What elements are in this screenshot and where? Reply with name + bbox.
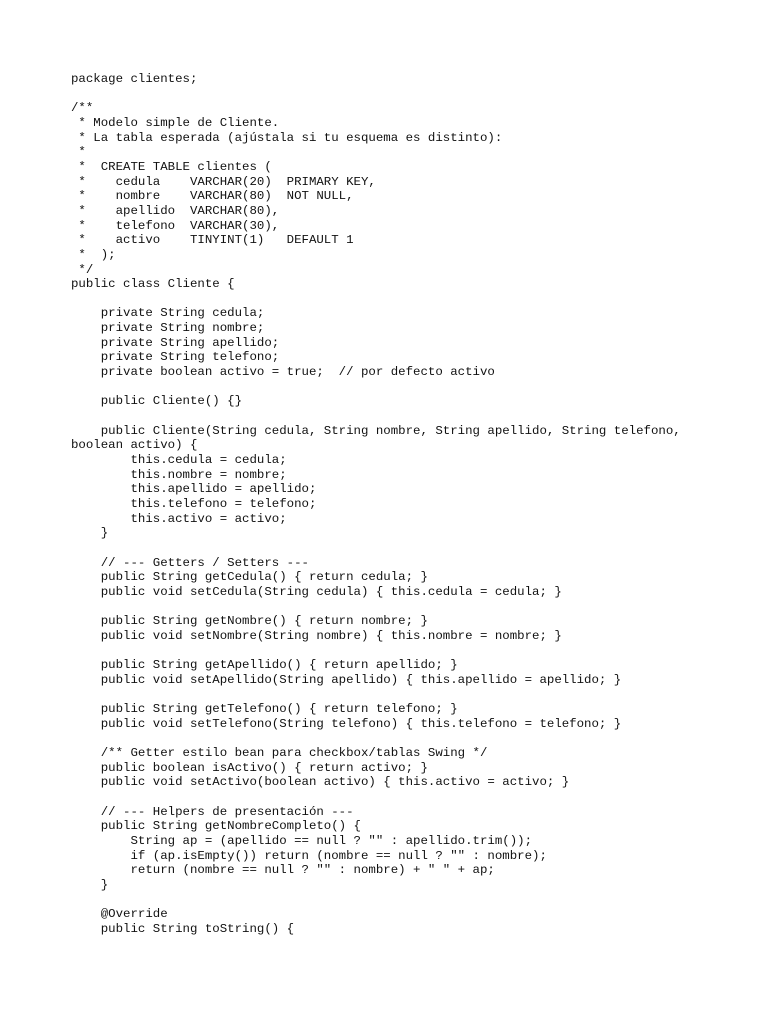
code-line: * Modelo simple de Cliente.: [71, 115, 280, 130]
code-line: public boolean isActivo() { return activo; }: [71, 760, 428, 775]
code-line: }: [71, 526, 109, 541]
code-line: if (ap.isEmpty()) return (nombre == null ? "" : nombre);: [71, 848, 547, 863]
code-line: // --- Getters / Setters ---: [71, 555, 309, 570]
code-line: public String getNombre() { return nombre; }: [71, 614, 428, 629]
code-line: public void setTelefono(String telefono) { this.telefono = telefono; }: [71, 716, 622, 731]
code-line: }: [71, 877, 109, 892]
code-line: *: [71, 145, 86, 160]
code-line: public void setApellido(String apellido) { this.apellido = apellido; }: [71, 672, 622, 687]
code-line: String ap = (apellido == null ? "" : apellido.trim());: [71, 833, 533, 848]
code-block: [71, 72, 711, 937]
code-line: * La tabla esperada (ajústala si tu esquema es distinto):: [71, 130, 503, 145]
code-line: * telefono VARCHAR(30),: [71, 218, 280, 233]
code-line: public String getTelefono() { return telefono; }: [71, 702, 458, 717]
code-line: [71, 380, 711, 395]
code-line: [71, 541, 711, 556]
code-line: public String toString() {: [71, 921, 295, 936]
code-line: * apellido VARCHAR(80),: [71, 203, 280, 218]
code-line: public String getApellido() { return apellido; }: [71, 658, 458, 673]
code-line: * );: [71, 247, 116, 262]
code-line: [71, 790, 711, 805]
code-line: package clientes;: [71, 72, 198, 86]
code-line: [71, 687, 711, 702]
code-line: [71, 292, 711, 307]
code-line: @Override: [71, 907, 168, 922]
code-line: public class Cliente {: [71, 277, 235, 292]
code-line: public Cliente() {}: [71, 394, 243, 409]
code-line: return (nombre == null ? "" : nombre) + " " + ap;: [71, 863, 495, 878]
code-line: */: [71, 262, 94, 277]
code-line: public void setNombre(String nombre) { this.nombre = nombre; }: [71, 628, 562, 643]
code-line: private String nombre;: [71, 321, 265, 336]
code-line: [71, 409, 711, 424]
code-line: /**: [71, 101, 94, 116]
code-line: * CREATE TABLE clientes (: [71, 159, 272, 174]
code-line: private String apellido;: [71, 335, 280, 350]
code-line: private boolean activo = true; // por defecto activo: [71, 365, 495, 380]
code-line: * cedula VARCHAR(20) PRIMARY KEY,: [71, 174, 376, 189]
code-line: private String cedula;: [71, 306, 265, 321]
code-line: // --- Helpers de presentación ---: [71, 804, 354, 819]
code-line: public String getNombreCompleto() {: [71, 819, 361, 834]
code-line: public void setCedula(String cedula) { this.cedula = cedula; }: [71, 584, 562, 599]
code-line: this.telefono = telefono;: [71, 496, 317, 511]
code-line: public Cliente(String cedula, String nombre, String apellido, String telefono,: [71, 423, 681, 438]
code-line: boolean activo) {: [71, 438, 198, 453]
code-line: public void setActivo(boolean activo) { this.activo = activo; }: [71, 775, 570, 790]
code-line: [71, 893, 711, 908]
code-line: this.activo = activo;: [71, 511, 287, 526]
code-line: public String getCedula() { return cedula; }: [71, 570, 428, 585]
code-line: private String telefono;: [71, 350, 280, 365]
code-line: [71, 731, 711, 746]
code-line: this.apellido = apellido;: [71, 482, 317, 497]
code-line: * nombre VARCHAR(80) NOT NULL,: [71, 189, 354, 204]
code-line: [71, 644, 711, 659]
code-line: [71, 600, 711, 615]
code-line: [71, 87, 711, 102]
code-line: this.cedula = cedula;: [71, 453, 287, 467]
code-line: * activo TINYINT(1) DEFAULT 1: [71, 233, 354, 248]
code-line: /** Getter estilo bean para checkbox/tablas Swing */: [71, 746, 488, 761]
code-line: this.nombre = nombre;: [71, 467, 287, 482]
